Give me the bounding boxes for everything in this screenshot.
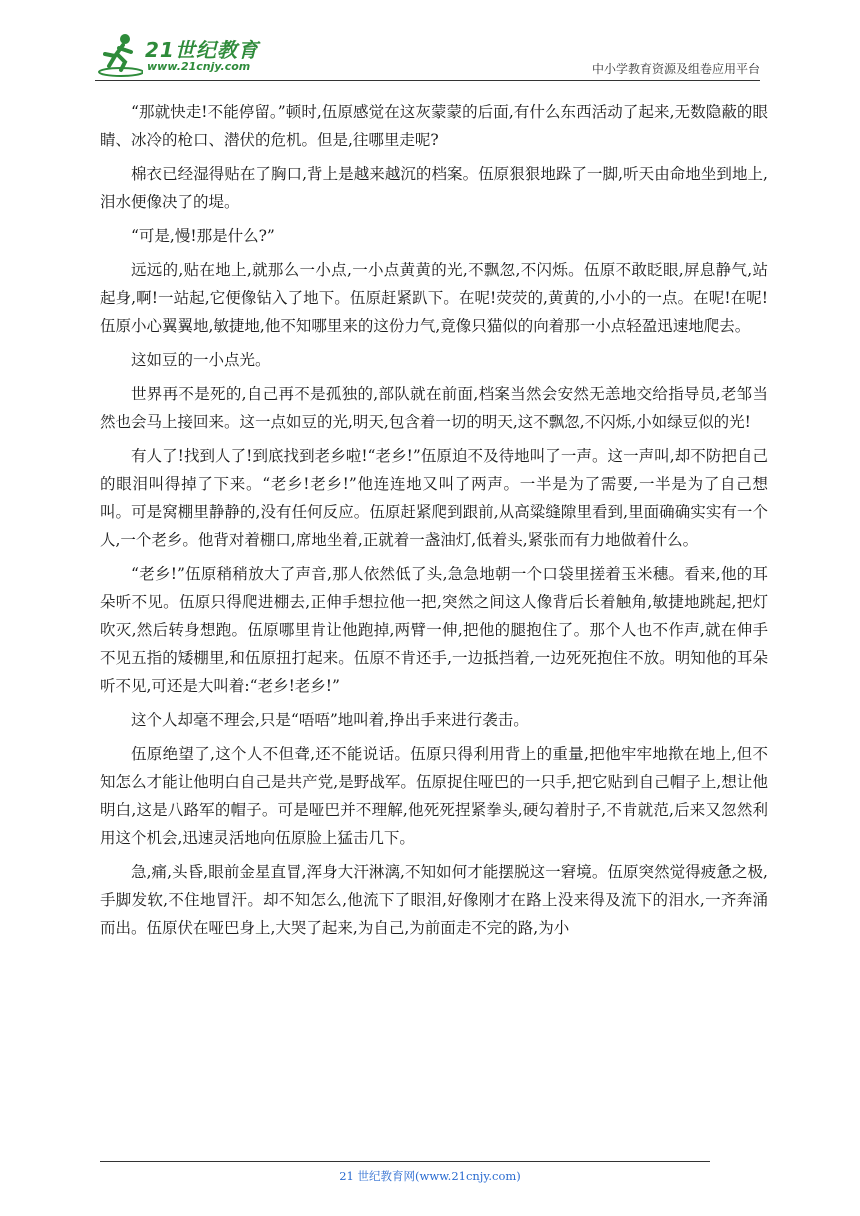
page-footer[interactable]: 21 世纪教育网(www.21cnjy.com) [339, 1169, 521, 1183]
paragraph: 伍原绝望了,这个人不但聋,还不能说话。伍原只得利用背上的重量,把他牢牢地揿在地上,但不知怎么才能让他明白自己是共产党,是野战军。伍原捉住哑巴的一只手,把它贴到自己帽子上,想让他明白,这是八路军的帽子。可是哑巴并不理解,他死死捏紧拳头,硬勾着肘子,不肯就范,后来又忽然利用这个机会,迅速灵活地向伍原脸上猛击几下。 [100, 745, 768, 847]
header-divider [95, 80, 760, 81]
footer-divider [100, 1161, 710, 1162]
logo-text: 21世纪教育 [145, 38, 259, 62]
paragraph: 远远的,贴在地上,就那么一小点,一小点黄黄的光,不飘忽,不闪烁。伍原不敢眨眼,屏息静气,站起身,啊!一站起,它便像钻入了地下。伍原赶紧趴下。在呢!荧荧的,黄黄的,小小的一点。在呢!在呢!伍原小心翼翼地,敏捷地,他不知哪里来的这份力气,竟像只猫似的向着那一小点轻盈迅速地爬去。 [100, 261, 768, 335]
page-header [95, 30, 760, 82]
runner-icon [95, 32, 143, 78]
paragraph: 世界再不是死的,自己再不是孤独的,部队就在前面,档案当然会安然无恙地交给指导员,老邹当然也会马上接回来。这一点如豆的光,明天,包含着一切的明天,这不飘忽,不闪烁,小如绿豆似的光! [100, 385, 768, 431]
logo-url: www.21cnjy.com [147, 60, 251, 73]
article-body [100, 98, 768, 948]
paragraph: “那就快走!不能停留。”顿时,伍原感觉在这灰蒙蒙的后面,有什么东西活动了起来,无数隐蔽的眼睛、冰冷的枪口、潜伏的危机。但是,往哪里走呢? [100, 103, 768, 149]
site-logo[interactable] [95, 30, 265, 80]
paragraph: 这如豆的一小点光。 [131, 351, 271, 369]
paragraph: 有人了!找到人了!到底找到老乡啦!“老乡!”伍原迫不及待地叫了一声。这一声叫,却不防把自己的眼泪叫得掉了下来。“老乡!老乡!”他连连地又叫了两声。一半是为了需要,一半是为了自己想叫。可是窝棚里静静的,没有任何反应。伍原赶紧爬到跟前,从高粱缝隙里看到,里面确确实实有一个人,一个老乡。他背对着棚口,席地坐着,正就着一盏油灯,低着头,紧张而有力地做着什么。 [100, 447, 768, 549]
paragraph: 这个人却毫不理会,只是“唔唔”地叫着,挣出手来进行袭击。 [131, 711, 529, 729]
paragraph: “老乡!”伍原稍稍放大了声音,那人依然低了头,急急地朝一个口袋里搓着玉米穗。看来,他的耳朵听不见。伍原只得爬进棚去,正伸手想拉他一把,突然之间这人像背后长着触角,敏捷地跳起,把灯吹灭,然后转身想跑。伍原哪里肯让他跑掉,两臂一伸,把他的腿抱住了。那个人也不作声,就在伸手不见五指的矮棚里,和伍原扭打起来。伍原不肯还手,一边抵挡着,一边死死抱住不放。明知他的耳朵听不见,可还是大叫着:“老乡!老乡!” [100, 565, 768, 695]
paragraph: 棉衣已经湿得贴在了胸口,背上是越来越沉的档案。伍原狠狠地跺了一脚,听天由命地坐到地上,泪水便像决了的堤。 [100, 165, 768, 211]
paragraph: 急,痛,头昏,眼前金星直冒,浑身大汗淋漓,不知如何才能摆脱这一窘境。伍原突然觉得疲惫之极,手脚发软,不住地冒汗。却不知怎么,他流下了眼泪,好像刚才在路上没来得及流下的泪水,一齐奔涌而出。伍原伏在哑巴身上,大哭了起来,为自己,为前面走不完的路,为小 [100, 863, 768, 937]
paragraph: “可是,慢!那是什么?” [131, 227, 275, 245]
platform-name: 中小学教育资源及组卷应用平台 [591, 62, 760, 76]
